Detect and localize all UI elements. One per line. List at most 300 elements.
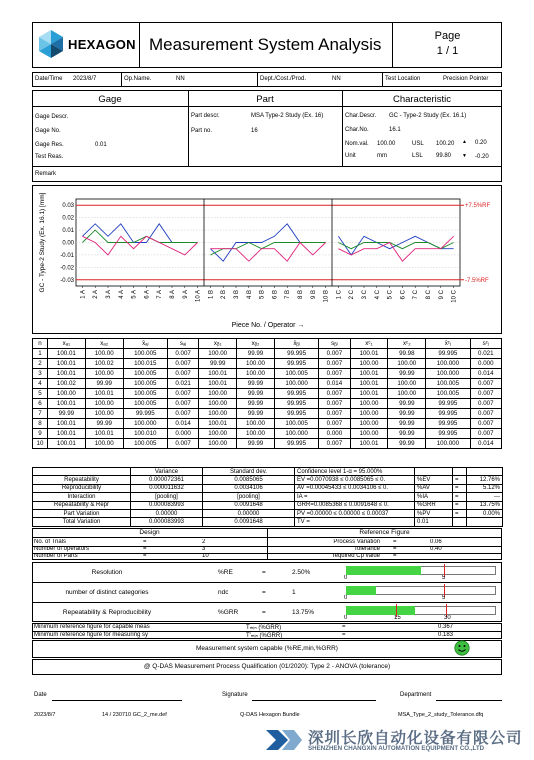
table-cell: 100.01	[350, 349, 388, 359]
table-cell: 100.00	[85, 409, 123, 419]
stats-cell: 0.000083993	[131, 501, 203, 509]
table-cell: 100.01	[47, 439, 85, 449]
table-cell: 100.00	[85, 369, 123, 379]
part-descr-value: MSA Type-2 Study (Ex. 16)	[251, 113, 324, 119]
table-cell: 0.007	[167, 349, 198, 359]
stats-cell: 0.0091648	[203, 518, 295, 526]
stats-cell: =	[453, 509, 467, 517]
stats-cell: Part Variation	[33, 509, 131, 517]
y-tick-label: 0.01	[62, 228, 74, 235]
table-cell: 100.00	[388, 359, 426, 369]
index-tick-label: 0	[344, 615, 348, 621]
design-label: Number of operators	[34, 546, 90, 552]
x-tick-label: 6 B	[272, 290, 279, 300]
x-tick-label: 4 B	[246, 290, 253, 300]
table-cell: 0.014	[470, 369, 501, 379]
y-tick-label: -0.03	[60, 277, 74, 284]
table-cell: 99.995	[274, 439, 318, 449]
stats-header-cell: Confidence level 1-α = 95.000%	[295, 468, 415, 476]
table-cell: 100.00	[350, 399, 388, 409]
table-cell: 100.00	[388, 389, 426, 399]
usl-label: USL	[412, 141, 424, 147]
stats-cell: %AV	[415, 484, 453, 492]
table-cell: 100.00	[237, 419, 275, 429]
design-value: 2	[202, 539, 206, 545]
table-cell: 100.01	[199, 419, 237, 429]
stats-header-cell	[467, 468, 503, 476]
table-cell: 99.99	[237, 349, 275, 359]
table-cell: 99.995	[274, 409, 318, 419]
reference-label: required Cp value	[332, 553, 380, 559]
table-cell: 100.000	[123, 419, 167, 429]
x-tick-label: 5 C	[387, 290, 394, 300]
x-tick-label: 8 A	[170, 290, 176, 299]
table-cell: 100.005	[123, 379, 167, 389]
stats-cell: 12.76%	[467, 476, 503, 484]
table-cell: 100.00	[47, 389, 85, 399]
index-eq: =	[262, 569, 266, 576]
table-cell: 99.99	[237, 399, 275, 409]
x-tick-label: 10 C	[451, 290, 458, 303]
table-cell: 100.00	[350, 409, 388, 419]
x-tick-label: 3 B	[234, 290, 240, 300]
stats-cell: 0.0085065	[203, 476, 295, 484]
location-value: Precision Pointer	[443, 76, 489, 82]
hexagon-logo-icon	[37, 29, 65, 59]
table-cell: 0.007	[167, 359, 198, 369]
stats-cell: TV =	[295, 518, 415, 526]
minref-value: 0.183	[438, 632, 454, 638]
stats-cell: 0.000083993	[131, 518, 203, 526]
test-reas-label: Test Reas.	[35, 154, 64, 160]
stats-cell: 0.00000	[131, 509, 203, 517]
table-cell: 0.007	[319, 389, 350, 399]
table-cell: 99.99	[85, 419, 123, 429]
table-cell: 9	[33, 429, 48, 439]
table-cell: 99.995	[123, 409, 167, 419]
lower-limit-label: -7.5%RF	[465, 277, 489, 284]
table-cell: 0.021	[470, 349, 501, 359]
index-tick-label: 0	[344, 595, 348, 601]
design-eq: =	[143, 546, 147, 552]
table-cell: 100.000	[274, 429, 318, 439]
stats-header-cell	[453, 468, 467, 476]
table-cell: 99.99	[388, 399, 426, 409]
table-row	[33, 419, 502, 429]
x-axis-label: Piece No. / Operator →	[231, 322, 305, 329]
index-label: number of distinct categories	[65, 589, 149, 596]
stats-cell: =	[453, 484, 467, 492]
table-cell: 99.995	[274, 399, 318, 409]
reference-label: Process Variation	[333, 539, 380, 545]
stats-cell: 0.01	[415, 518, 453, 526]
table-cell: 0.007	[319, 409, 350, 419]
table-row	[33, 349, 502, 359]
table-cell: 0.007	[167, 409, 198, 419]
table-row	[33, 439, 502, 449]
gage-no-label: Gage No.	[35, 128, 61, 134]
x-tick-label: 3 A	[106, 290, 112, 299]
stats-cell: Reproducibility	[33, 484, 131, 492]
stats-row	[33, 493, 503, 501]
table-cell: 0.007	[167, 439, 198, 449]
index-tick-label: 5	[442, 575, 446, 581]
table-cell: 99.98	[388, 349, 426, 359]
y-tick-label: -0.02	[60, 265, 74, 272]
table-cell: 100.00	[85, 439, 123, 449]
stats-cell: 0.00000	[203, 509, 295, 517]
x-tick-label: 4 A	[118, 290, 125, 299]
index-bar-fill	[346, 586, 376, 595]
gage-section-title: Gage	[98, 94, 122, 105]
x-tick-label: 7 B	[285, 290, 292, 300]
table-cell: 100.01	[350, 369, 388, 379]
table-row	[33, 399, 502, 409]
dept-value: NN	[332, 76, 341, 82]
y-tick-label: -0.01	[60, 252, 74, 259]
table-cell: 100.005	[123, 439, 167, 449]
upper-limit-label: +7.5%RF	[465, 203, 491, 210]
lsl-arrow-icon: ▼	[462, 153, 467, 159]
department-label: Department	[400, 692, 432, 698]
table-header-cell: xᵦ₂	[237, 339, 275, 349]
stats-cell: Total Variation	[33, 518, 131, 526]
table-cell: 0.014	[470, 439, 501, 449]
table-cell: 99.99	[237, 409, 275, 419]
table-cell: 100.00	[199, 409, 237, 419]
operator-value: NN	[176, 76, 185, 82]
design-value: 10	[202, 553, 209, 559]
table-cell: 100.01	[199, 369, 237, 379]
date-label: Date/Time	[35, 76, 63, 82]
table-cell: 100.00	[350, 429, 388, 439]
table-cell: 100.000	[274, 379, 318, 389]
table-cell: 0.007	[470, 429, 501, 439]
stats-cell: [pooling]	[203, 493, 295, 501]
design-row-divider	[32, 553, 502, 554]
index-value: 1	[292, 589, 296, 596]
hexagon-logo-text: HEXAGON	[68, 37, 136, 52]
index-key: %GRR	[218, 609, 239, 616]
table-cell: 100.00	[199, 389, 237, 399]
gage-res-label: Gage Res.	[35, 142, 64, 148]
table-header-cell: sₐⱼ	[167, 339, 198, 349]
table-cell: 99.995	[274, 389, 318, 399]
stats-row	[33, 476, 503, 484]
stats-row	[33, 509, 503, 517]
x-tick-label: 7 C	[413, 290, 420, 300]
table-cell: 0.007	[167, 389, 198, 399]
stats-row	[33, 501, 503, 509]
stats-cell: =	[453, 476, 467, 484]
x-tick-label: 5 B	[259, 290, 266, 300]
table-cell: 0.007	[319, 359, 350, 369]
part-section-title: Part	[256, 94, 274, 105]
table-cell: 100.00	[85, 399, 123, 409]
indices-divider	[32, 582, 502, 583]
char-descr-label: Char.Descr.	[345, 113, 377, 119]
signature-date-label: Date	[34, 692, 47, 698]
dept-label: Dept./Cost./Prod.	[260, 76, 307, 82]
table-cell: 7	[33, 409, 48, 419]
table-cell: 0.007	[167, 369, 198, 379]
index-key: %RE	[218, 569, 233, 576]
index-tick-label: 5	[442, 595, 446, 601]
table-cell: 3	[33, 369, 48, 379]
table-cell: 0.007	[319, 439, 350, 449]
index-label: Resolution	[91, 569, 123, 576]
table-cell: 100.01	[350, 439, 388, 449]
reference-eq: =	[393, 553, 397, 559]
page-number: 1 / 1	[436, 45, 459, 57]
stats-cell	[453, 518, 467, 526]
table-header-cell: xᶜ₂	[388, 339, 426, 349]
table-cell: 100.01	[47, 399, 85, 409]
changxin-logo-icon	[264, 726, 304, 754]
unit-value: mm	[377, 153, 387, 159]
design-label: No. of Trials	[34, 539, 67, 545]
table-cell: 0.000	[319, 429, 350, 439]
table-cell: 99.99	[388, 419, 426, 429]
table-cell: 99.995	[274, 359, 318, 369]
x-tick-label: 6 C	[400, 290, 407, 300]
gage-res-value: 0.01	[95, 142, 107, 148]
watermark-en: SHENZHEN CHANGXIN AUTOMATION EQUIPMENT CO.,LTD	[308, 745, 485, 752]
x-tick-label: 1 B	[208, 290, 215, 300]
gage-descr-label: Gage Descr.	[35, 114, 69, 120]
x-tick-label: 4 C	[374, 290, 381, 300]
table-cell: 100.015	[123, 359, 167, 369]
table-cell: 100.00	[199, 399, 237, 409]
stats-cell: 0.000011632	[131, 484, 203, 492]
x-tick-label: 2 C	[349, 290, 356, 300]
stats-row	[33, 518, 503, 526]
x-tick-label: 9 C	[438, 290, 445, 300]
design-label: Number of Parts	[34, 553, 78, 559]
table-cell: 99.995	[274, 349, 318, 359]
reference-value: 0.06	[430, 539, 442, 545]
table-cell: 99.99	[237, 379, 275, 389]
stats-cell: AV =0.00045433 ≤ 0.0034106 ≤ 0.	[295, 484, 415, 492]
char-no-value: 16.1	[389, 127, 401, 133]
index-eq: =	[262, 589, 266, 596]
table-header-cell: x̄ₐⱼ	[123, 339, 167, 349]
footer-bundle: Q-DAS Hexagon Bundle	[240, 712, 300, 718]
x-tick-label: 2 A	[93, 290, 100, 299]
capable-label: Measurement system capable (%RE,min,%GRR)	[196, 645, 338, 652]
stats-cell: GRR=0.0085368 ≤ 0.0091648 ≤ 0.	[295, 501, 415, 509]
reference-eq: =	[393, 539, 397, 545]
table-cell: 0.007	[470, 409, 501, 419]
minref-label: Minimum reference figure for capable meas	[34, 624, 150, 630]
reference-label: Tolerance	[353, 546, 380, 552]
watermark-cn: 深圳长欣自动化设备有限公司	[308, 730, 523, 747]
reference-value: 0.40	[430, 546, 442, 552]
lsl-value: 99.80	[436, 153, 452, 159]
stats-header-cell: Variance	[131, 468, 203, 476]
index-value: 2.50%	[292, 569, 311, 576]
table-row	[33, 389, 502, 399]
x-tick-label: 9 A	[182, 290, 189, 299]
stats-header-row	[33, 468, 503, 476]
table-cell: 100.00	[350, 419, 388, 429]
table-cell: 100.01	[199, 379, 237, 389]
stats-cell: EV =0.0070938 ≤ 0.0085065 ≤ 0.	[295, 476, 415, 484]
table-cell: 0.000	[167, 429, 198, 439]
run-chart	[32, 185, 502, 334]
table-cell: 99.99	[237, 439, 275, 449]
stats-cell: 0.0034106	[203, 484, 295, 492]
stats-cell: ---	[467, 493, 503, 501]
table-header-cell: xₐ₂	[85, 339, 123, 349]
minref-eq: =	[342, 624, 346, 630]
x-tick-label: 10 B	[323, 290, 330, 303]
stats-cell: %GRR	[415, 501, 453, 509]
design-eq: =	[143, 539, 147, 545]
table-cell: 100.00	[237, 369, 275, 379]
page-label: Page	[434, 30, 461, 42]
table-row	[33, 429, 502, 439]
stats-header-cell: Standard dev.	[203, 468, 295, 476]
x-tick-label: 9 B	[310, 290, 317, 300]
x-tick-label: 3 C	[362, 290, 368, 300]
index-bar-fill	[346, 606, 415, 615]
table-cell: 100.00	[199, 429, 237, 439]
y-axis-label: GC - Type-2 Study (Ex. 16.1) [mm]	[39, 192, 46, 293]
indices-divider	[32, 602, 502, 603]
stats-cell: IA =	[295, 493, 415, 501]
index-tick-label: 30	[444, 615, 451, 621]
table-cell: 99.99	[388, 439, 426, 449]
table-cell: 100.00	[85, 349, 123, 359]
stats-cell: 5.12%	[467, 484, 503, 492]
table-cell: 99.995	[426, 429, 470, 439]
table-cell: 100.01	[47, 349, 85, 359]
minref-key: Tₘᵢₙ (%GRR)	[246, 625, 282, 631]
y-tick-label: 0.03	[62, 203, 74, 210]
x-tick-label: 7 A	[157, 290, 164, 299]
stats-cell: Repeatability	[33, 476, 131, 484]
table-cell: 99.99	[85, 379, 123, 389]
table-cell: 0.007	[470, 379, 501, 389]
table-cell: 100.00	[199, 349, 237, 359]
anova-statistics-table	[32, 467, 503, 527]
table-row	[33, 409, 502, 419]
unit-label: Unit	[345, 153, 356, 159]
x-tick-label: 8 C	[426, 290, 432, 300]
table-cell: 100.005	[426, 379, 470, 389]
table-cell: 100.005	[426, 389, 470, 399]
table-cell: 99.99	[47, 409, 85, 419]
table-cell: 100.00	[388, 379, 426, 389]
stats-cell: 0.00%	[467, 509, 503, 517]
table-cell: 100.01	[350, 379, 388, 389]
footer-dfq: MSA_Type_2_study_Tolerance.dfq	[398, 712, 484, 718]
x-tick-label: 8 B	[298, 290, 304, 300]
table-header-cell: sᵦⱼ	[319, 339, 350, 349]
table-cell: 99.995	[426, 409, 470, 419]
table-header-cell: xᶜ₁	[350, 339, 388, 349]
date-value: 2023/8/7	[73, 76, 97, 82]
table-cell: 99.995	[426, 419, 470, 429]
table-cell: 99.99	[388, 409, 426, 419]
table-cell: 5	[33, 389, 48, 399]
stats-row	[33, 484, 503, 492]
stats-cell: 13.75%	[467, 501, 503, 509]
minref-value: 0.367	[438, 624, 454, 630]
remark-label: Remark	[35, 171, 57, 177]
table-cell: 100.01	[47, 359, 85, 369]
table-header-cell: xᵦ₁	[199, 339, 237, 349]
design-eq: =	[143, 553, 147, 559]
stats-cell: =	[453, 501, 467, 509]
part-no-value: 16	[251, 128, 258, 134]
table-cell: 0.007	[319, 419, 350, 429]
table-cell: 100.01	[47, 429, 85, 439]
table-cell: 100.000	[426, 369, 470, 379]
stats-cell	[467, 518, 503, 526]
table-cell: 0.007	[319, 349, 350, 359]
x-tick-label: 5 A	[131, 290, 138, 299]
table-cell: 100.005	[123, 399, 167, 409]
stats-cell: 0.000072361	[131, 476, 203, 484]
table-cell: 0.000	[470, 359, 501, 369]
char-section-title: Characteristic	[392, 94, 452, 105]
stats-cell: Interaction	[33, 493, 131, 501]
table-cell: 100.01	[350, 389, 388, 399]
index-bar-fill	[346, 566, 421, 575]
footer-date: 2023/8/7	[34, 712, 56, 718]
stats-cell: %IA	[415, 493, 453, 501]
stats-cell: %PV	[415, 509, 453, 517]
table-cell: 99.99	[199, 359, 237, 369]
table-cell: 0.007	[470, 399, 501, 409]
table-cell: 100.00	[199, 439, 237, 449]
table-cell: 100.02	[47, 379, 85, 389]
stats-cell: %EV	[415, 476, 453, 484]
qdas-method-line: @ Q-DAS Measurement Process Qualification (01/2020): Type 2 - ANOVA (tolerance)	[143, 663, 391, 670]
table-cell: 4	[33, 379, 48, 389]
table-cell: 2	[33, 359, 48, 369]
table-cell: 99.995	[426, 399, 470, 409]
y-tick-label: 0.02	[62, 215, 74, 222]
char-descr-value: GC - Type-2 Study (Ex. 16.1)	[389, 113, 467, 119]
table-cell: 0.007	[470, 419, 501, 429]
table-cell: 100.005	[123, 389, 167, 399]
table-cell: 8	[33, 419, 48, 429]
reference-title: Reference Figure	[359, 529, 410, 536]
minref-eq: =	[342, 632, 346, 638]
stats-cell: =	[453, 493, 467, 501]
table-cell: 100.010	[123, 429, 167, 439]
table-row	[33, 369, 502, 379]
table-cell: 100.01	[85, 389, 123, 399]
usl-arrow-icon: ▲	[462, 139, 467, 145]
table-header-cell: x̄ᶜⱼ	[426, 339, 470, 349]
lsl-label: LSL	[412, 153, 423, 159]
table-cell: 6	[33, 399, 48, 409]
nominal-value: 100.00	[377, 141, 396, 147]
char-no-label: Char.No.	[345, 127, 369, 133]
design-value: 3	[202, 546, 206, 552]
signature-label: Signature	[222, 692, 248, 698]
table-cell: 100.02	[85, 359, 123, 369]
stats-cell: Repeatability & Repr	[33, 501, 131, 509]
design-title: Design	[139, 529, 160, 536]
x-tick-label: 10 A	[195, 290, 202, 303]
table-cell: 1	[33, 349, 48, 359]
table-header-cell: xₐ₁	[47, 339, 85, 349]
